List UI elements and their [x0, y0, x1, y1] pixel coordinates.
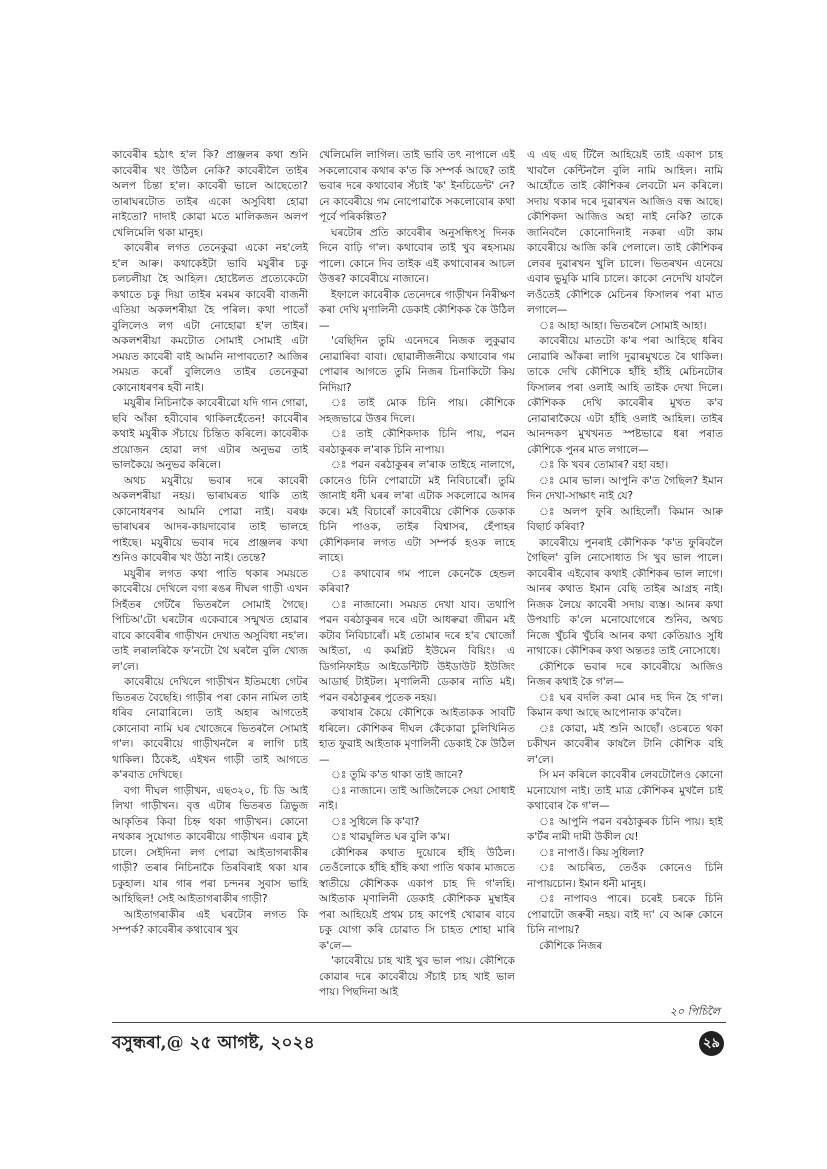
paragraph: ঃ কথাবোৰ গম পালে কেনেকৈ হেন্ডল কৰিবা?: [319, 567, 515, 595]
paragraph: কাবেৰীৰ লগত তেনেকুৱা একো নহ'লেই হ'ল আৰু। কথাকেইটা ভাবি মযুৰীৰ চকু চলচলীয়া হৈ আহিল। হোষ্টেলত প্ৰত্যেকেটো কথাতে চকু দিয়া তাইৰ মৰমৰ কাবেৰী বাজনী এতিয়া অকলশৰীয়া হৈ পৰিল। কথা পাতোঁ বুলিলেও লগ এটা নোহোৱা হ'ল তাইৰ। অকলশৰীয়া কমটোত সোমাই সোমাই এটা সময়ত কাবেৰী বাই আমনি নাপাবতো? আজিৰ সময়ত কৰোঁ বুলিলেও তাইৰ তেনেকুৱা কোনোধৰণৰ হবী নাই।: [112, 242, 308, 394]
paragraph: কাবেৰীৰ হঠাৎ হ'ল কি? প্ৰাঞ্জলৰ কথা শুনি কাবেৰীৰ খং উঠিল নেকি? কাবেৰীলৈ তাইৰ অলপ চিন্তা হ'ল। কাবেৰী ভালে আছেতো? তাৰাঘৰটোত তাইৰ একো অসুবিধা হোৱা নাইতো? দাদাই কোৱা মতে মালিকজন অলপ খেলিমেলি থকা মানুহ।: [112, 149, 308, 239]
paragraph: ঃ নাজানে। তাই আজিলৈকে সেয়া সোধাই নাই।: [319, 784, 515, 812]
paragraph: কৌশিকৰ কথাত দুয়োৰে হাঁহি উঠিল। তেওঁলোকে হাঁহি হাঁহি কথা পাতি থকাৰ মাজতে স্বাতীয়ে কৌশিকক একাপ চাহ দি গ'লহি। আইতাক মৃণালিনী ডেকাই কৌশিকক মুম্বাইৰ পৰা আহিয়েই প্ৰথম চাহ কাপেই খোৱাৰ বাবে চকু যোগা কৰি চোৱাত সি চাহত শোহা মাৰি ক'লে—: [319, 846, 515, 952]
paragraph: ইফালে কাবেৰীক তেনেদৰে গাড়ীখন নিৰীক্ষণ কৰা দেখি মৃণালিনী ডেকাই কৌশিকক কৈ উঠিল—: [319, 288, 515, 332]
paragraph: ঃ আপুনি পৱন বৰঠাকুৰক চিনি পায়। হাই ক'ৰ্টৰ নামী দামী উকীল যে!: [527, 815, 723, 843]
paragraph: মযুৰীৰ নিচিনাকৈ কাবেৰীৱো যদি গান গোৱা, ছবি আঁকা হবীবোৰ থাকিলহেঁতেন! কাবেৰীৰ কথাই মযুৰীক সঁচায়ে চিন্তিত কৰিলে। কাবেৰীক প্ৰয়োজন হোৱা লগ এটাৰ অনুভৱ তাই ভালকৈয়ে অনুভৱ কৰিলে।: [112, 397, 308, 471]
paragraph: কৌশিকে ভবাৰ দৰে কাবেৰীয়ে আজিও নিজৰ কথাই কৈ গ'ল—: [527, 660, 723, 688]
paragraph: ঃ পৱন বৰঠাকুৰৰ ল'ৰাক তাইহে নালাগে, কোনেও চিনি পোৱাটো মই নিবিচাৰোঁ। তুমি জানাই ধনী ঘৰৰ ল'ৰা এটাক সকলোৱে আদৰ কৰে। মই বিচাৰোঁ কাবেৰীয়ে কৌশিক ডেকাক চিনি পাওক, তাইৰ বিশ্বাসৰ, হেঁপাহৰ কৌশিকদাৰ লগত এটা সম্পৰ্ক হওক লাহে লাহে।: [319, 459, 515, 564]
paragraph: ঃ নাজানো। সময়ত দেখা যাব। তথাপি পৱন বৰঠাকুৰৰ দৰে এটা আধৰুৱা জীৱন মই কটাব নিবিচাৰোঁ। মই তোমাৰ দৰে হ'ব খোজোঁ আইতা, এ কমপ্লিট ইউমেন বিয়িং। এ ডিগনিফাইড আইডেন্টিটি উইডাউট ইউজিং আডাৰ্ছ টাইটল। মৃণালিনী ডেকাৰ নাতি মই। পৱন বৰঠাকুৰৰ পুতেক নহয়।: [319, 598, 515, 704]
paragraph: ঃ ঘৰ বদলি কৰা মোৰ দহ দিন হৈ গ'ল। কিমান কথা আছে আপোনাক ক'বলৈ।: [527, 691, 723, 719]
paragraph: ঃ তুমি ক'ত থাকা তাই জানে?: [331, 769, 464, 781]
paragraph: কাবেৰীয়ে দেখিলে গাড়ীখন ইতিমধ্যে গেটৰ ভিতৰত বৈছেহি। গাড়ীৰ পৰা কোন নামিল তাই ধৰিব নোৱাৰিলে। তাই অহাৰ আগতেই কোনোবা নামি ঘৰ খোজেৰে ভিতৰলৈ সোমাই গ'ল। কাবেৰীয়ে গাড়ীখনলৈ ৰ লাগি চাই থাকিল। ঠিকেই, এইখন গাড়ী তাই আগতে ক'ৰবাত দেখিছে।: [112, 676, 308, 781]
paragraph: ঃ খাৱঘুলিত ঘৰ বুলি ক'ম।: [331, 831, 450, 843]
paragraph: ঃ কি খবৰ তোমাৰ? বহা বহা।: [539, 459, 669, 471]
page-footer: [112, 1030, 726, 1058]
text-column-3: [527, 148, 723, 1020]
paragraph: ঃ তাই কৌশিকদাক চিনি পায়, পৱন বৰঠাকুৰক ল'ৰাক চিনি নাপায়।: [319, 428, 515, 456]
paragraph: আইতাগৰাকীৰ এই ঘৰটোৰ লগত কি সম্পৰ্ক? কাবেৰীৰ কথাবোৰ খুব: [112, 908, 308, 936]
paragraph: 'কাবেৰীয়ে চাহ খাই খুব ভাল পায়। কৌশিকে কোৱাৰ দৰে কাবেৰীয়ে সঁচাই চাহ খাই ভাল পায়। পিছদিনা আই: [319, 955, 515, 998]
paragraph: সি মন কৰিলে কাবেৰীৰ লেবটোলৈও কোনো মনোযোগ নাই। তাই মাত্ৰ কৌশিকৰ মুখলৈ চাই কথাবোৰ কৈ গ'ল—: [527, 769, 723, 812]
magazine-issue-line: বসুন্ধৰা,@ ২৫ আগষ্ট, ২০২৪: [112, 1033, 315, 1053]
paragraph: ঃ মোৰ ভাল। আপুনি ক'ত গৈছিল? ইমান দিন দেখা-সাক্ষাৎ নাই যে?: [527, 474, 723, 502]
article-body: [112, 148, 726, 1020]
paragraph: ঃ নাপাবও পাৰে। চৰেই চৰকে চিনি পোৱাটো জৰুৰী নহয়। বাই দ্য' বে আৰু কোনে চিনি নাপায়?: [527, 893, 723, 936]
paragraph: অথচ মযুৰীয়ে ভবাৰ দৰে কাবেৰী অকলশৰীয়া নহয়। ভাৰাঘৰত থাকি তাই কোনোধৰণৰ আমনি পোৱা নাই। বৰঞ্চ ভাৰাঘৰৰ আদৰ-কায়দাবোৰ তাই ভালহে পাইছে। মযুৰীয়ে ভবাৰ দৰে প্ৰাঞ্জলৰ কথা শুনিও কাবেৰীৰ খং উঠা নাই। তেন্তে?: [112, 474, 308, 564]
paragraph: ঃ তাই মোক চিনি পায়। কৌশিকে সহজভাৱে উত্তৰ দিলে।: [319, 397, 515, 425]
paragraph: ঃ নাপাওঁ। কিয় সুধিলা?: [539, 846, 645, 859]
paragraph: কাবেৰীয়ে পুনৰাই কৌশিকক 'ক'ত ফুৰিবলৈ গৈছিল' বুলি নোসোধাত সি খুব ভাল পালে। কাবেৰীৰ এইবোৰ কথাই কৌশিকৰ ভাল লাগে। আনৰ কথাত ইমান বেছি তাইৰ আগ্ৰহ নাই। নিজক লৈয়ে কাবেৰী সদায় ব্যস্ত। আনৰ কথা উপযাচি ক'লে মনোযোগেৰে শুনিব, অথচ নিজে খুঁচৰি খুঁচৰি আনৰ কথা কেতিয়াও সুধি নাথাকে। কৌশিকৰ কথা অন্ততঃ তাই নোসোধে।: [527, 536, 723, 657]
paragraph: 'বেছিদিন তুমি এনেদৰে নিজক লুকুৱাব নোৱাৰিবা বাবা। ছোৱালীজনীয়ে কথাবোৰ গম পোৱাৰ আগতে তুমি নিজৰ চিনাকিটো কিয় নিদিয়া?: [319, 335, 515, 394]
text-column-2: [319, 148, 515, 1020]
continued-note: ২০ পিচিলৈ: [664, 1003, 720, 1022]
paragraph: ঃ অলপ ফুৰি আহিলোঁ। কিমান আৰু বিছাৰ্চ কৰিবা?: [527, 505, 723, 533]
paragraph: কাবেৰীয়ে মাতটো ক'ৰ পৰা আহিছে ধৰিব নোৱাৰি আঁকৰা লাগি দুৱাৰমুখতে ৰৈ থাকিল। তাকে দেখি কৌশিকে হাঁহি হাঁহি মেচিনটোৰ ফিসালৰ পৰা ওলাই আহি তাইক দেখা দিলে। কৌশিকক দেখি কাবেৰীৰ মুখত ক'ব নোৱাৰাকৈয়ে এটা হাঁহি ওলাই আহিল। তাইৰ আনন্দকণ মুখখনত স্পষ্টভাৱে ধৰা পৰাত কৌশিকে পুনৰ মাত লগালে—: [527, 335, 723, 456]
paragraph: ঃ কোৱা, মই শুনি আছোঁ। ওচৰতে থকা চকীখন কাবেৰীৰ কাষলৈ টানি কৌশিক বহি ল'লে।: [527, 722, 723, 766]
paragraph: খেলিমেলি লাগিল। তাই ভাবি তৎ নাপালে এই সকলোবোৰ কথাৰ ক'ত কি সম্পৰ্ক আছে? তাই ভবাৰ দৰে কথাবোৰ সঁচাই 'ক' ইনচিডেন্ট' নে? নে কাবেৰীয়ে গম নোপোৱাকৈ সকলোবোৰ কথা পূৰ্বে পৰিকল্পিত?: [319, 149, 515, 223]
paragraph: এ এছ এছ টিলৈ আহিয়েই তাই একাপ চাহ খাবলৈ কেন্টিনলৈ বুলি নামি আহিল। নামি আহোঁতে তাই কৌশিকৰ লেবটো মন কৰিলে। সদায় থকাৰ দৰে দুৱাৰখন আজিও বন্ধ আছে। কৌশিকদা আজিও অহা নাই নেকি? তাকে জানিবলৈ কোনোদিনাই নকৰা এটা কাম কাবেৰীয়ে আজি কৰি পেলালে। তাই কৌশিকৰ লেবৰ দুৱাৰখন খুলি চালে। ভিতৰখন এনেয়ে এবাৰ ভুমুকি মাৰি চালে। কাকো নেদেখি যাবলৈ লওঁতেই কৌশিকে মেচিনৰ ফিসালৰ পৰা মাত লগালে—: [527, 149, 723, 316]
footer-rule: [112, 1022, 726, 1023]
paragraph: ঃ আচৰিত, তেওঁক কোনেও চিনি নাপায়চোন। ইমান ধনী মানুহ।: [527, 862, 723, 890]
paragraph: বগা দীঘল গাড়ীখন, এছ৩২০, চি ডি আই লিখা গাড়ীখন। বৃত্ত এটাৰ ভিতৰত ত্ৰিভুজ আকৃতিৰ কিবা চিহ্ন থকা গাড়ীখন। কোনো নথকাৰ সুযোগত কাবেৰীয়ে গাড়ীখন এবাৰ চুই চালে। সেইদিনা লগ পোৱা আইতাগৰাকীৰ গাড়ী? তৰাৰ নিচিনাকৈ তিৰবিৰাই থকা যাৰ চকুহাল। যাৰ গাৰ পৰা চন্দনৰ সুবাস ভাহি আহিছিল! সেই আইতাগৰাকীৰ গাড়ী?: [112, 784, 308, 905]
paragraph: ঃ সুধিলে কি ক'বা?: [331, 815, 420, 828]
text-column-1: [112, 148, 308, 1020]
paragraph: ঃ আহা আহা। ভিতৰলৈ সোমাই আহা।: [539, 319, 707, 332]
paragraph: কথাষাৰ কৈয়ে কৌশিকে আইতাকক সাবটি ধৰিলে। কৌশিকৰ দীঘল কেঁকোৱা চুলিখিনিত হাত ফুৱাই আইতাক মৃণালিনী ডেকাই কৈ উঠিল—: [319, 707, 515, 766]
paragraph: ঘৰটোৰ প্ৰতি কাবেৰীৰ অনুসন্ধিৎসু দিনক দিনে বাঢ়ি গ'ল। কথাবোৰ তাই খুব ৰহস্যময় পালে। কোনে দিব তাইক এই কথাবোৰৰ আচল উত্তৰ? কাবেৰীয়ে নাজানে।: [319, 226, 515, 285]
page-number-badge: ২৯: [699, 1031, 724, 1056]
paragraph: কৌশিকে নিজৰ: [539, 939, 603, 952]
paragraph: মযুৰীৰ লগত কথা পাতি থকাৰ সময়তে কাবেৰীয়ে দেখিলে বগা ৰঙৰ দীঘল গাড়ী এখন সিহঁতৰ গেটৰৈ ভিতৰলৈ সোমাই গৈছে। পিচিঅ'টো ঘৰটোৰ একেবাৰে সন্মুখত হোৱাৰ বাবে কাবেৰীৰ গাড়ীখন দেখাত অসুবিধা নহ'ল। তাই লৰালৰিকৈ ফ'নটো থৈ ঘৰলৈ বুলি খোজ ল'লে।: [112, 567, 308, 673]
